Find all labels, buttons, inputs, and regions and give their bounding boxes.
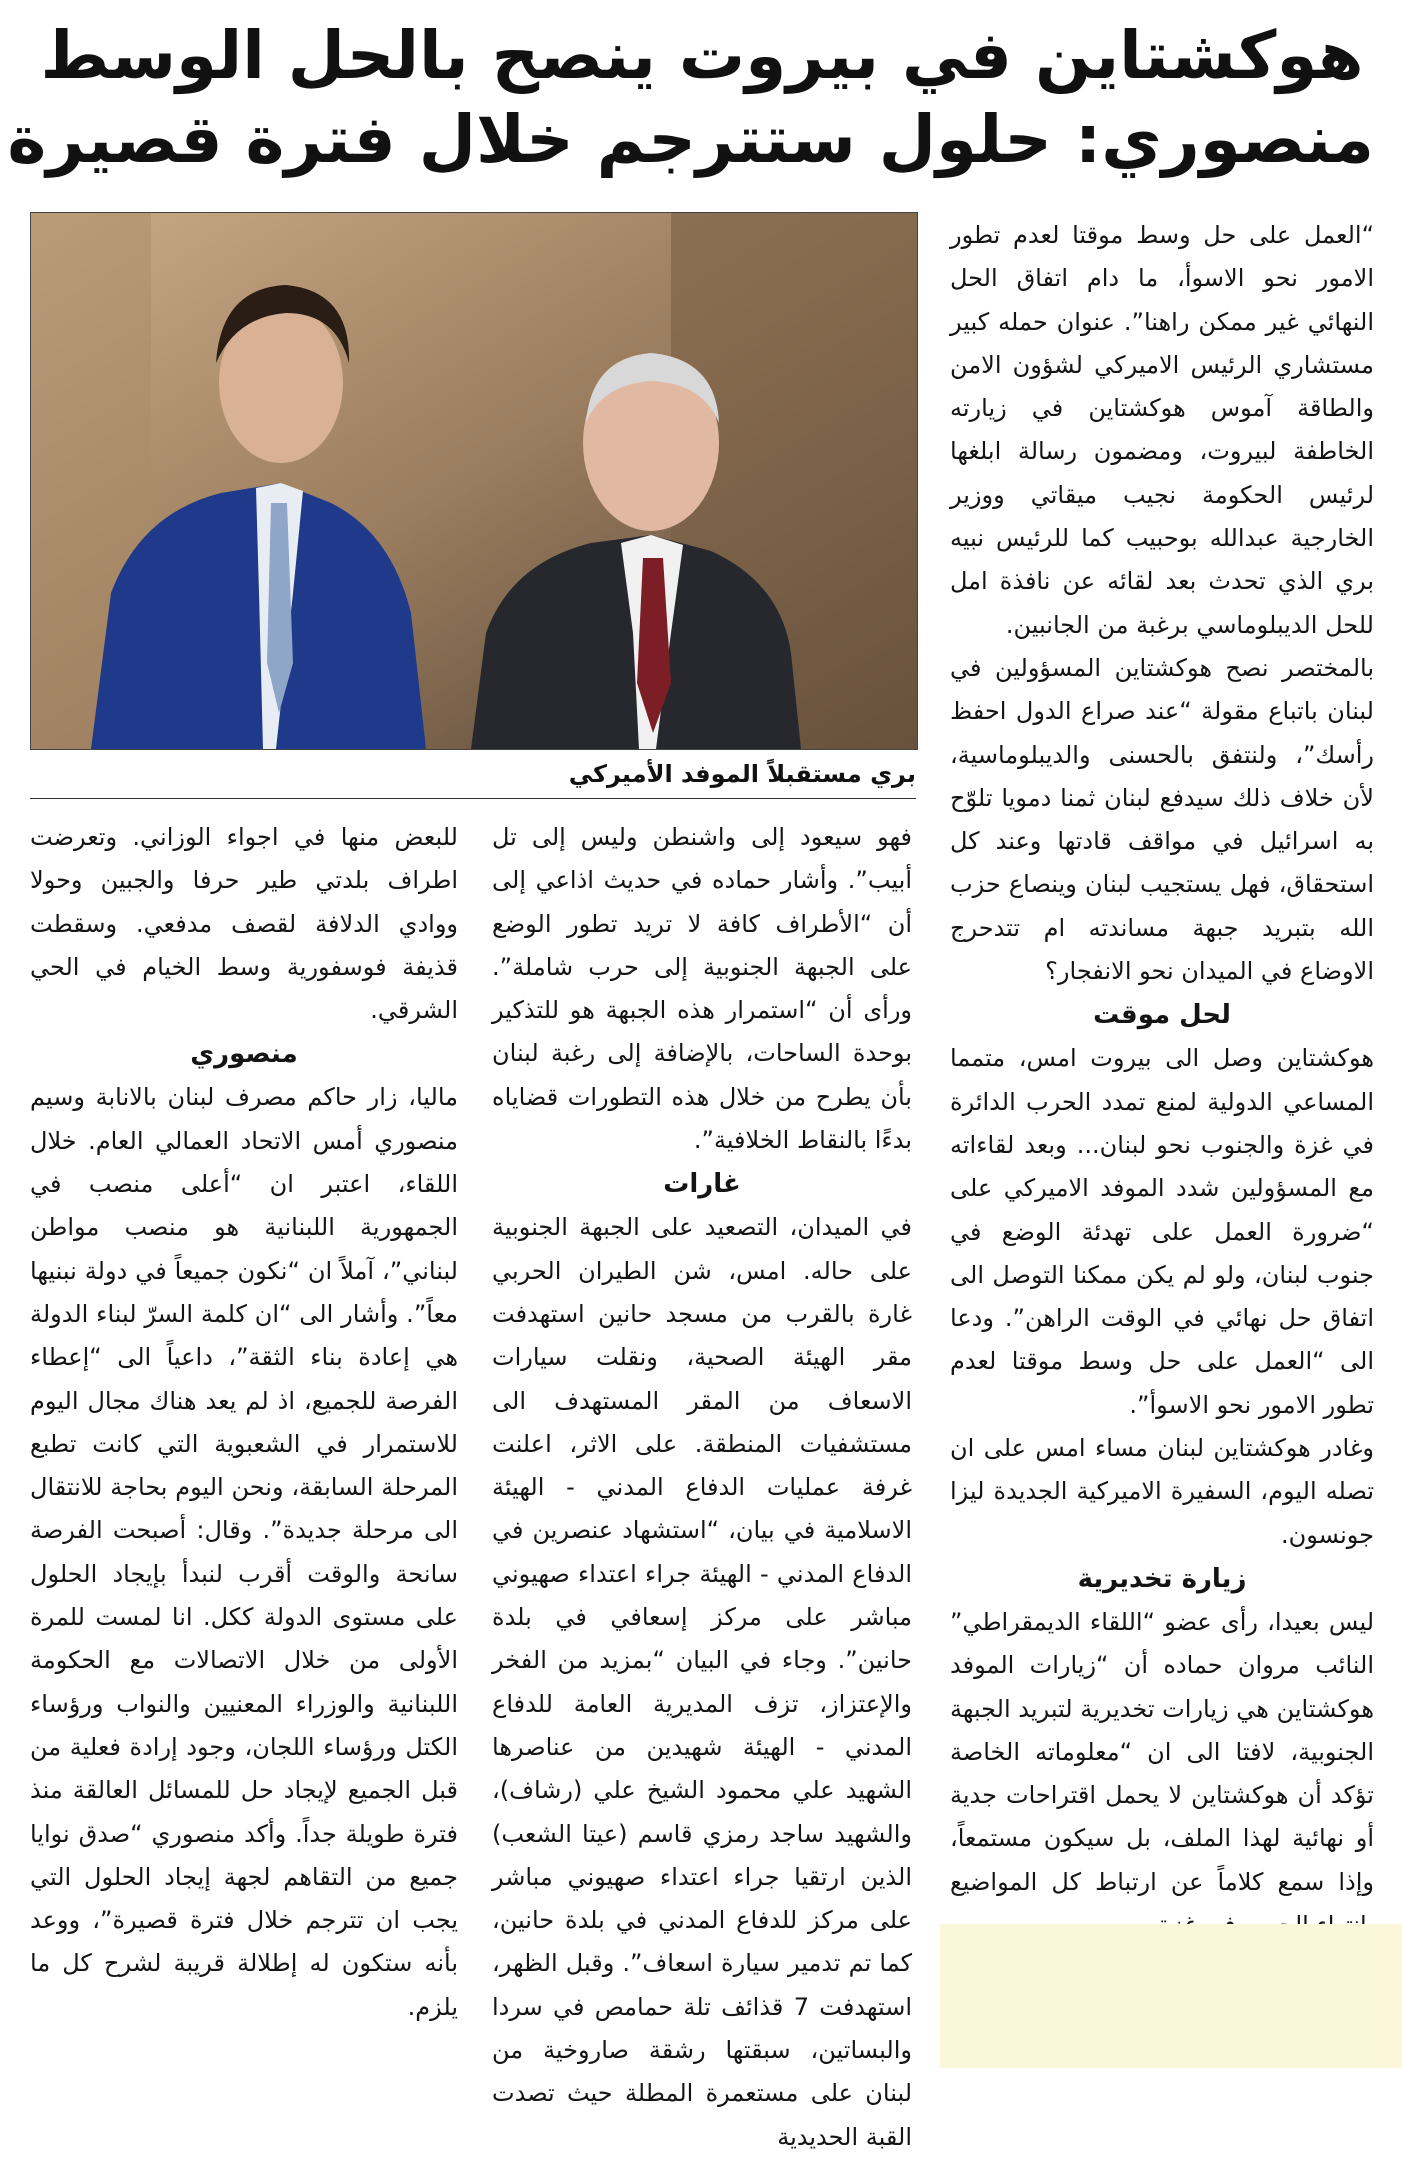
paragraph: في الميدان، التصعيد على الجبهة الجنوبية على حاله. امس، شن الطيران الحربي غارة بالقرب من مسجد حانين استهدفت مقر الهيئة الصحية، ونقلت سيارات الاسعاف من المقر المستهدف الى مستشفيات المنطقة. على الاثر، اعلنت غرفة عمليات الدفاع المدني - الهيئة الاسلامية في بيان، “استشهاد عنصرين في الدفاع المدني - الهيئة جراء اعتداء صهيوني مباشر على مركز إسعافي في بلدة حانين”. وجاء في البيان “بمزيد من الفخر والإعتزاز، تزف المديرية العامة للدفاع المدني - الهيئة شهيدين من عناصرها الشهيد علي محمود الشيخ علي (رشاف)، والشهيد ساجد رمزي قاسم (عيتا الشعب) الذين ارتقيا جراء اعتداء صهيوني مباشر على مركز للدفاع المدني في بلدة حانين، كما تم تدمير سيارة اسعاف”. وقبل الظهر، استهدفت 7 قذائف تلة حمامص في سردا والبساتين، سبقتها رشقة صاروخية من لبنان على مستعمرة المطلة حيث تصدت القبة الحديدية — [492, 1213, 912, 2151]
headline-line-1: هوكشتاين في بيروت ينصح بالحل الوسط — [40, 17, 1364, 94]
headline-line-2: منصوري: حلول ستترجم خلال فترة قصيرة — [7, 101, 1374, 178]
headline — [7, 14, 1374, 182]
subheading: غارات — [663, 1169, 741, 1200]
photo-caption: بري مستقبلاً الموفد الأميركي — [30, 756, 916, 799]
photo-illustration — [31, 213, 917, 749]
paragraph: هوكشتاين وصل الى بيروت امس، متمما المساعي الدولية لمنع تمدد الحرب الدائرة في غزة والجنوب نحو لبنان... وبعد لقاءاته مع المسؤولين شدد الموفد الاميركي على “ضرورة العمل على تهدئة الوضع في جنوب لبنان، ولو لم يكن ممكنا التوصل الى اتفاق حل نهائي في الوقت الراهن”. ودعا الى “العمل على حل وسط موقتا لعدم تطور الامور نحو الاسوأ”. — [950, 1044, 1374, 1419]
paragraph: بالمختصر نصح هوكشتاين المسؤولين في لبنان باتباع مقولة “عند صراع الدول احفظ رأسك”، ولنتفق بالحسنى والديبلوماسية، لأن خلاف ذلك سيدفع لبنان ثمنا دمويا تلوّح به اسرائيل في مواقف قادتها وعند كل استحقاق، فهل يستجيب لبنان وينصاع حزب الله بتبريد جبهة مساندته ام تتدحرج الاوضاع في الميدان نحو الانفجار؟ — [950, 653, 1374, 986]
subheading: منصوري — [190, 1039, 298, 1070]
paragraph: وغادر هوكشتاين لبنان مساء امس على ان تصله اليوم، السفيرة الاميركية الجديدة ليزا جونسون. — [950, 1434, 1374, 1549]
article-column-right — [950, 214, 1374, 1932]
article-column-middle — [492, 816, 912, 2151]
paragraph: فهو سيعود إلى واشنطن وليس إلى تل أبيب”. وأشار حماده في حديث اذاعي إلى أن “الأطراف كافة لا تريد تطور الوضع على الجبهة الجنوبية إلى حرب شاملة”. ورأى أن “استمرار هذه الجبهة هو للتذكير بوحدة الساحات، بالإضافة إلى رغبة لبنان بأن يطرح من خلال هذه التطورات قضاياه بدءًا بالنقاط الخلافية”. — [492, 823, 912, 1155]
highlight-box — [940, 1924, 1402, 2068]
news-photo — [30, 212, 918, 750]
paragraph: للبعض منها في اجواء الوزاني. وتعرضت اطراف بلدتي طير حرفا والجبين وحولا ووادي الدلافة لقصف مدفعي. وسقطت قذيفة فوسفورية وسط الخيام في الحي الشرقي. — [30, 823, 458, 1025]
subheading: زيارة تخديرية — [1077, 1563, 1247, 1594]
paragraph: ماليا، زار حاكم مصرف لبنان بالانابة وسيم منصوري أمس الاتحاد العمالي العام. خلال اللقاء، اعتبر ان “أعلى منصب في الجمهورية اللبنانية هو منصب مواطن لبناني”، آملاً ان “نكون جميعاً في دولة نبنيها معاً”. وأشار الى “ان كلمة السرّ لبناء الدولة هي إعادة بناء الثقة”، داعياً الى “إعطاء الفرصة للجميع، اذ لم يعد هناك مجال اليوم للاستمرار في الشعبوية التي كانت تطبع المرحلة السابقة، ونحن اليوم بحاجة للانتقال الى مرحلة جديدة”. وقال: أصبحت الفرصة سانحة والوقت أقرب لنبدأ بإيجاد الحلول على مستوى الدولة ككل. انا لمست للمرة الأولى من خلال الاتصالات مع الحكومة اللبنانية والوزراء المعنيين والنواب ورؤساء الكتل ورؤساء اللجان، وجود إرادة فعلية من قبل الجميع لإيجاد حل للمسائل العالقة منذ فترة طويلة جداً. وأكد منصوري “صدق نوايا جميع من التقاهم لجهة إيجاد الحلول التي يجب ان تترجم خلال فترة قصيرة”، ووعد بأنه ستكون له إطلالة قريبة لشرح كل ما يلزم. — [30, 1083, 458, 2021]
paragraph: ليس بعيدا، رأى عضو “اللقاء الديمقراطي” النائب مروان حماده أن “زيارات الموفد هوكشتاين هي زيارات تخديرية لتبريد الجبهة الجنوبية، لافتا الى ان “معلوماته الخاصة تؤكد أن هوكشتاين لا يحمل اقتراحات جدية أو نهائية لهذا الملف، بل سيكون مستمعاً، وإذا سمع كلاماً عن ارتباط كل المواضيع — [950, 1607, 1374, 1896]
article-column-left — [30, 816, 458, 2056]
subheading: لحل موقت — [1093, 1000, 1231, 1031]
paragraph: “العمل على حل وسط موقتا لعدم تطور الامور نحو الاسوأ، ما دام اتفاق الحل النهائي غير ممكن راهنا”. عنوان حمله كبير مستشاري الرئيس الاميركي لشؤون الامن والطاقة آموس هوكشتاين في زيارته الخاطفة لبيروت، ومضمون رسالة ابلغها لرئيس الحكومة نجيب ميقاتي ووزير الخارجية عبدالله بوحبيب كما للرئيس نبيه بري الذي تحدث بعد لقائه عن نافذة امل للحل الديبلوماسي برغبة من الجانبين. — [950, 221, 1374, 639]
